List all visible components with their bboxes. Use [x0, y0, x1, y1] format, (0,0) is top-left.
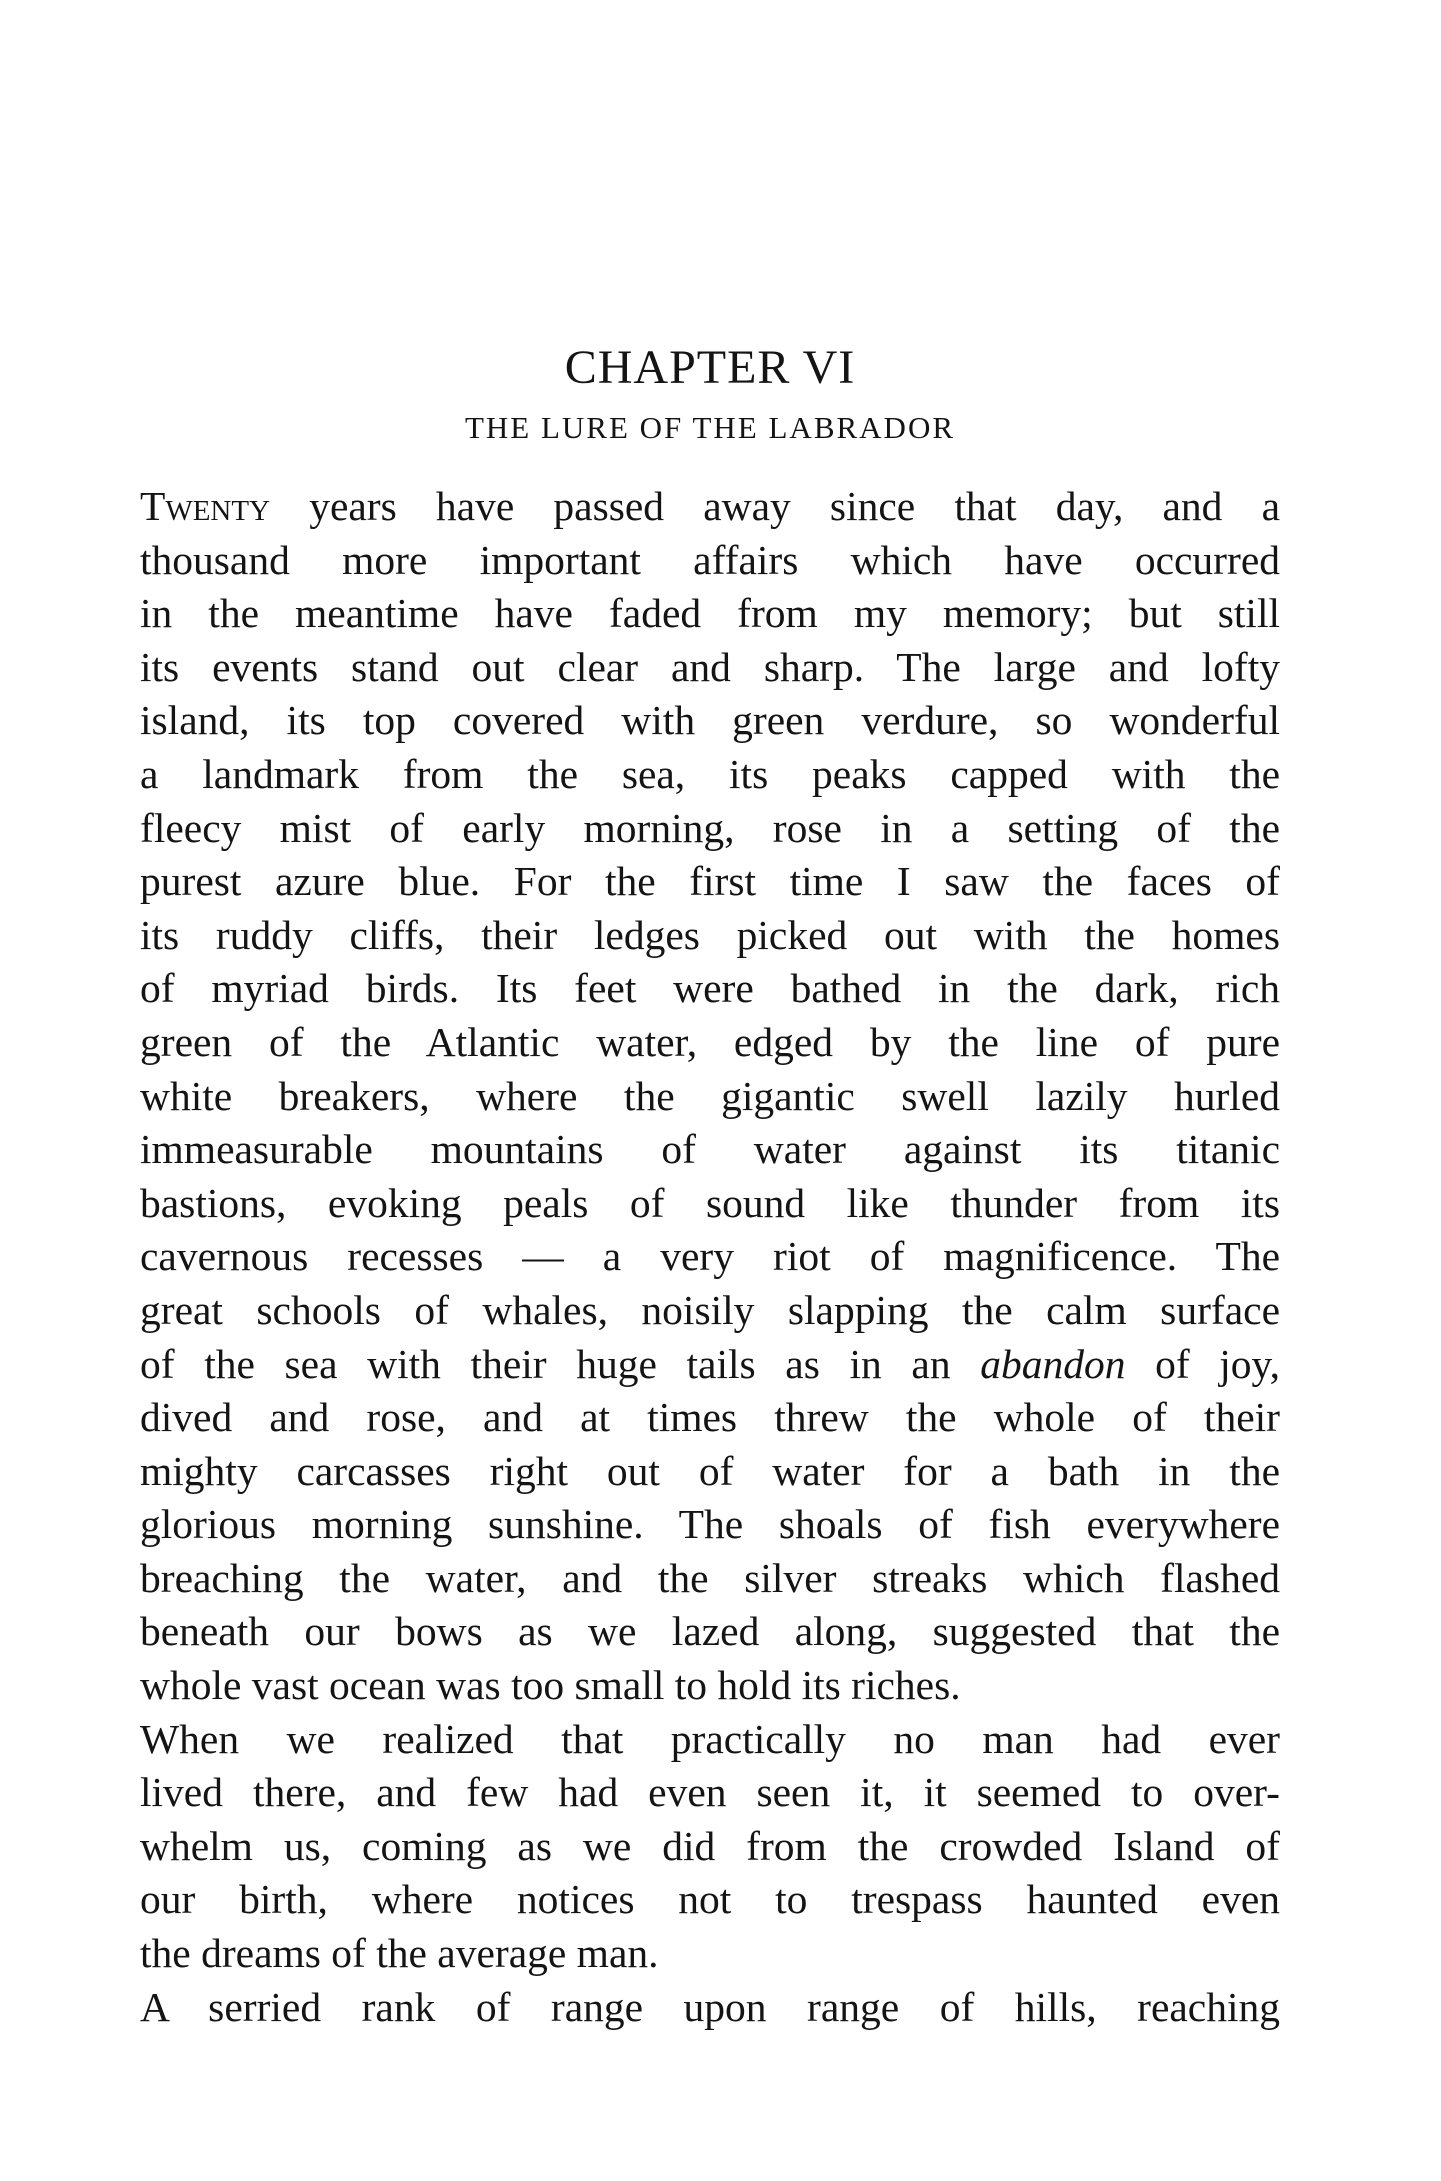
- paragraph-line: whole vast ocean was too small to hold its riches.: [140, 1662, 961, 1709]
- paragraph-line: When we realized that practically no man had ever: [140, 1715, 1280, 1762]
- paragraph-line: thousand more important affairs which have occurred: [140, 536, 1280, 583]
- paragraph-2: [140, 1713, 1280, 1981]
- line-text: of joy,: [1125, 1340, 1280, 1387]
- paragraph-line: great schools of whales, noisily slapping the calm surface: [140, 1286, 1280, 1333]
- paragraph-line: whelm us, coming as we did from the crowded Island of: [140, 1822, 1280, 1869]
- paragraph-line: the dreams of the average man.: [140, 1930, 659, 1977]
- paragraph-line: bastions, evoking peals of sound like thunder from its: [140, 1179, 1280, 1226]
- paragraph-line: beneath our bows as we lazed along, suggested that the: [140, 1608, 1280, 1655]
- book-page: [140, 338, 1280, 2034]
- paragraph-line: breaching the water, and the silver streaks which flashed: [140, 1554, 1280, 1601]
- paragraph-line: in the meantime have faded from my memory; but still: [140, 590, 1280, 637]
- line-text: of the sea with their huge tails as in an: [140, 1340, 981, 1387]
- paragraph-3: [140, 1981, 1280, 2035]
- chapter-number: CHAPTER VI: [564, 341, 856, 394]
- italic-word: abandon: [980, 1340, 1126, 1387]
- paragraph-line: a landmark from the sea, its peaks capped with the: [140, 750, 1280, 797]
- line-text: years have passed away since that day, and a: [270, 483, 1280, 529]
- paragraph-line: immeasurable mountains of water against its titanic: [140, 1126, 1280, 1173]
- paragraph-line: fleecy mist of early morning, rose in a setting of the: [140, 804, 1280, 851]
- paragraph-line: cavernous recesses — a very riot of magnificence. The: [140, 1233, 1280, 1280]
- paragraph-line: [140, 480, 1280, 534]
- paragraph-line: green of the Atlantic water, edged by the line of pure: [140, 1018, 1280, 1065]
- paragraph-line: A serried rank of range upon range of hills, reaching: [140, 1983, 1280, 2030]
- paragraph-line: our birth, where notices not to trespass haunted even: [140, 1876, 1280, 1923]
- paragraph-line: island, its top covered with green verdure, so wonderful: [140, 697, 1280, 744]
- paragraph-line: dived and rose, and at times threw the whole of their: [140, 1394, 1280, 1441]
- paragraph-line: lived there, and few had even seen it, it seemed to over-: [140, 1769, 1280, 1816]
- paragraph-line: glorious morning sunshine. The shoals of fish everywhere: [140, 1501, 1280, 1548]
- paragraph-line: its events stand out clear and sharp. The large and lofty: [140, 643, 1280, 690]
- paragraph-line: white breakers, where the gigantic swell lazily hurled: [140, 1072, 1280, 1119]
- paragraph-line: [140, 1338, 1280, 1392]
- paragraph-line: mighty carcasses right out of water for a bath in the: [140, 1447, 1280, 1494]
- chapter-title: THE LURE OF THE LABRADOR: [464, 410, 956, 445]
- paragraph-line: of myriad birds. Its feet were bathed in the dark, rich: [140, 965, 1280, 1012]
- paragraph-line: purest azure blue. For the first time I saw the faces of: [140, 858, 1280, 905]
- paragraph-line: its ruddy cliffs, their ledges picked out with the homes: [140, 911, 1280, 958]
- lead-in-small-caps: Twenty: [140, 483, 271, 529]
- paragraph-1: [140, 480, 1280, 1713]
